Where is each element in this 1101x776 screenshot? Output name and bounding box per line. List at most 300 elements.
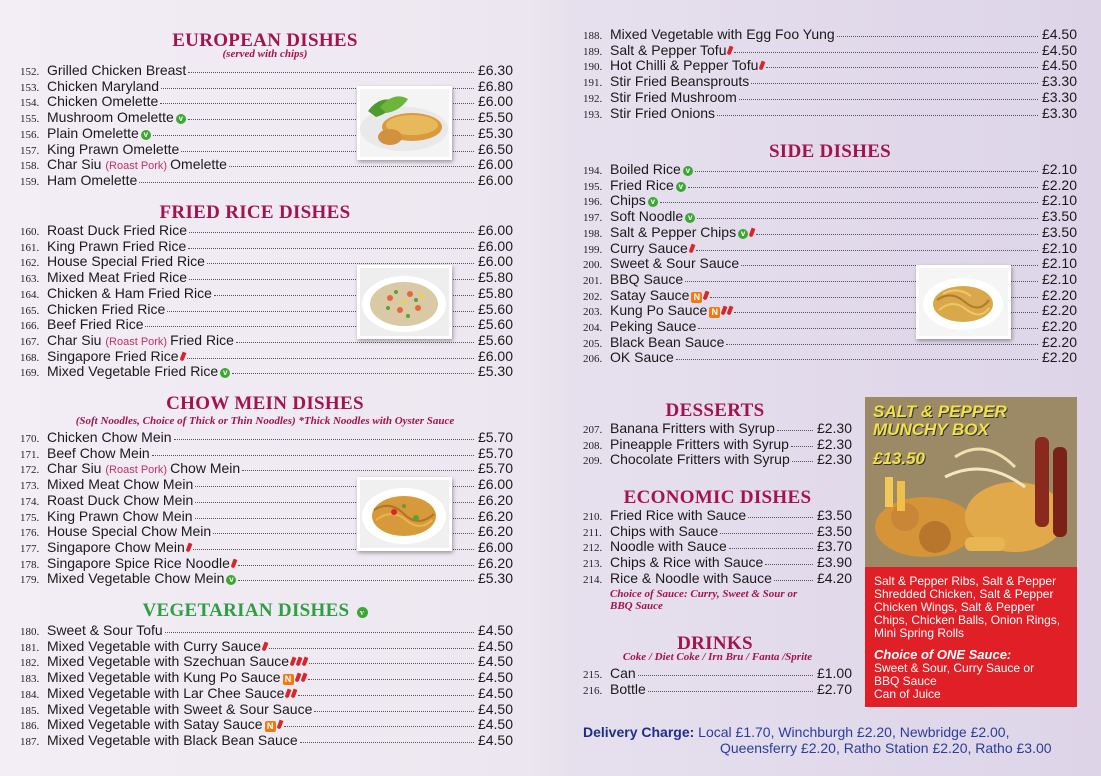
menu-item-row bbox=[20, 445, 513, 461]
munchy-box-promo bbox=[865, 397, 1077, 707]
menu-item-name bbox=[47, 125, 151, 141]
menu-item-price: £3.50 bbox=[1041, 223, 1077, 240]
leader-dots bbox=[717, 105, 1038, 116]
menu-item-price: £6.00 bbox=[477, 171, 513, 188]
menu-item-number: 192. bbox=[583, 92, 603, 105]
menu-item-name-text: Curry Sauce bbox=[610, 239, 688, 256]
menu-item-price: £4.50 bbox=[477, 622, 513, 638]
menu-item-price: £2.70 bbox=[816, 680, 852, 697]
menu-item-name bbox=[610, 208, 695, 224]
leader-dots bbox=[284, 716, 474, 727]
promo-title bbox=[873, 403, 1007, 439]
menu-item-row bbox=[583, 451, 852, 467]
menu-item-name bbox=[47, 716, 282, 732]
menu-item-row bbox=[20, 222, 513, 238]
leader-dots bbox=[766, 57, 1038, 68]
menu-item-name-text: Beef Chow Mein bbox=[47, 444, 150, 461]
menu-item-name bbox=[47, 301, 165, 317]
menu-item-price: £3.70 bbox=[816, 538, 852, 555]
menu-item-number: 183. bbox=[20, 673, 40, 686]
menu-item-number: 159. bbox=[20, 175, 40, 188]
menu-item-name-text: BBQ Sauce bbox=[610, 270, 684, 287]
menu-item-price: £6.20 bbox=[477, 491, 513, 508]
menu-item-price: £2.20 bbox=[1041, 286, 1077, 303]
menu-item-price: £6.00 bbox=[477, 222, 513, 238]
leader-dots bbox=[188, 62, 474, 73]
menu-item-price: £2.10 bbox=[1041, 239, 1077, 256]
menu-item-number: 172. bbox=[20, 464, 40, 477]
menu-item-price: £2.20 bbox=[1041, 349, 1077, 366]
menu-item-name-text: Pineapple Fritters with Syrup bbox=[610, 435, 789, 452]
heading-drinks: DRINKS bbox=[677, 633, 753, 654]
vegetarian-icon: v bbox=[357, 607, 368, 618]
menu-item-row bbox=[583, 224, 1077, 240]
delivery-line1: Local £1.70, Winchburgh £2.20, Newbridge £2.00, bbox=[698, 724, 1010, 740]
menu-item-row bbox=[583, 57, 1077, 73]
menu-item-number: 169. bbox=[20, 367, 40, 380]
menu-item-number: 163. bbox=[20, 273, 40, 286]
vegetarian-icon: v bbox=[683, 166, 693, 176]
menu-item-name bbox=[47, 685, 296, 701]
menu-item-number: 164. bbox=[20, 288, 40, 301]
fried-rice-photo bbox=[357, 265, 452, 339]
leader-dots bbox=[232, 363, 474, 374]
menu-item-row bbox=[583, 538, 852, 554]
nuts-icon: N bbox=[691, 292, 702, 303]
menu-item-row bbox=[583, 161, 1077, 177]
menu-item-price: £2.20 bbox=[1041, 176, 1077, 193]
leader-dots bbox=[792, 451, 813, 462]
nuts-icon: N bbox=[265, 721, 276, 732]
menu-item-name-text: Mixed Vegetable with Lar Chee Sauce bbox=[47, 684, 285, 701]
menu-item-row bbox=[20, 348, 513, 364]
menu-item-row bbox=[20, 238, 513, 254]
promo-choice-title: Choice of ONE Sauce: bbox=[874, 647, 1012, 662]
menu-item-name bbox=[610, 89, 737, 105]
heading-vegetarian bbox=[140, 600, 370, 622]
menu-item-name-text: Noodle with Sauce bbox=[610, 538, 727, 555]
menu-item-row bbox=[20, 732, 513, 748]
menu-item-number: 160. bbox=[20, 226, 40, 238]
menu-item-name bbox=[610, 570, 772, 586]
leader-dots bbox=[238, 555, 474, 566]
menu-item-name-text: Mixed Vegetable with Kung Po Sauce bbox=[47, 669, 281, 686]
vegetarian-icon: v bbox=[685, 213, 695, 223]
menu-item-name bbox=[47, 141, 179, 157]
menu-item-name-text: Hot Chilli & Pepper Tofu bbox=[610, 57, 759, 74]
vegetarian-icon: v bbox=[738, 229, 748, 239]
vegetarian-title: VEGETARIAN DISHES bbox=[142, 600, 350, 621]
heading-desserts: DESSERTS bbox=[665, 400, 765, 421]
menu-item-number: 182. bbox=[20, 657, 40, 670]
menu-item-number: 205. bbox=[583, 337, 603, 350]
menu-item-price: £2.30 bbox=[816, 451, 852, 468]
menu-item-name bbox=[610, 554, 763, 570]
menu-item-number: 170. bbox=[20, 433, 40, 445]
menu-item-price: £6.20 bbox=[477, 507, 513, 524]
leader-dots bbox=[300, 732, 474, 743]
menu-item-row bbox=[20, 570, 513, 586]
leader-dots bbox=[720, 523, 813, 534]
menu-item-row bbox=[583, 554, 852, 570]
menu-item-number: 213. bbox=[583, 558, 603, 571]
menu-item-name-text: Salt & Pepper Chips bbox=[610, 223, 737, 240]
menu-item-name bbox=[610, 177, 686, 193]
leader-dots bbox=[174, 429, 474, 440]
menu-item-row bbox=[583, 240, 1077, 256]
promo-contents: Salt & Pepper Ribs, Salt & Pepper Shredded Chicken, Salt & Pepper Chicken Wings, Salt & Pepper Chips, Chicken Balls, Onion Rings, Mini Spring Rolls bbox=[874, 574, 1061, 640]
leader-dots bbox=[189, 222, 474, 233]
economic-sauce-note: Choice of Sauce: Curry, Sweet & Sour or BBQ Sauce bbox=[610, 588, 798, 612]
menu-item-name-text: Stir Fried Beansprouts bbox=[610, 73, 750, 90]
leader-dots bbox=[309, 653, 474, 664]
subtitle-drinks: Coke / Diet Coke / Irn Bru / Fanta /Sprite bbox=[622, 651, 813, 663]
menu-item-name-text: Fried Rice bbox=[610, 176, 674, 193]
leader-dots bbox=[765, 554, 813, 565]
menu-item-row bbox=[20, 716, 513, 732]
leader-dots bbox=[751, 73, 1038, 84]
leader-dots bbox=[165, 622, 474, 633]
menu-item-name-text: Chicken Omelette bbox=[47, 93, 159, 110]
menu-item-price: £4.50 bbox=[1041, 41, 1077, 58]
menu-item-name-text: Ham Omelette bbox=[47, 171, 138, 188]
menu-item-row bbox=[583, 26, 1077, 42]
menu-item-name bbox=[47, 669, 306, 685]
menu-item-number: 178. bbox=[20, 558, 40, 571]
menu-item-name-text: Mixed Vegetable with Szechuan Sauce bbox=[47, 653, 290, 670]
menu-item-price: £3.30 bbox=[1041, 88, 1077, 105]
menu-item-row bbox=[20, 685, 513, 701]
chow-mein-photo bbox=[357, 477, 452, 551]
menu-item-row bbox=[583, 681, 852, 697]
leader-dots bbox=[697, 208, 1038, 219]
menu-item-name-suffix: Omelette bbox=[170, 156, 227, 173]
menu-item-name-text: Grilled Chicken Breast bbox=[47, 62, 187, 78]
vegetarian-icon: v bbox=[220, 368, 230, 378]
menu-item-name-text: Singapore Chow Mein bbox=[47, 538, 185, 555]
menu-item-number: 200. bbox=[583, 259, 603, 272]
menu-item-price: £6.20 bbox=[477, 523, 513, 540]
menu-item-price: £4.50 bbox=[477, 669, 513, 686]
heading-economic: ECONOMIC DISHES bbox=[623, 487, 812, 508]
menu-item-name bbox=[47, 445, 150, 461]
menu-item-price: £2.10 bbox=[1041, 255, 1077, 272]
menu-item-name bbox=[47, 429, 172, 445]
menu-item-number: 199. bbox=[583, 243, 603, 256]
leader-dots bbox=[314, 701, 474, 712]
menu-item-name-text: Roast Duck Fried Rice bbox=[47, 222, 188, 238]
subtitle-chow-mein: (Soft Noodles, Choice of Thick or Thin Noodles) *Thick Noodles with Oyster Sauce bbox=[75, 415, 455, 427]
menu-item-name bbox=[47, 622, 163, 638]
vegetarian-icon: v bbox=[141, 130, 151, 140]
delivery-charge bbox=[583, 724, 1052, 756]
chilli-icon bbox=[262, 641, 269, 651]
menu-item-name bbox=[47, 348, 185, 364]
menu-item-name bbox=[610, 224, 754, 240]
chilli-icon bbox=[276, 720, 283, 730]
leader-dots bbox=[242, 460, 474, 471]
menu-item-name bbox=[47, 476, 193, 492]
menu-item-name-text: House Special Chow Mein bbox=[47, 523, 212, 540]
menu-item-row bbox=[20, 638, 513, 654]
menu-item-name-text: Banana Fritters with Syrup bbox=[610, 420, 775, 436]
leader-dots bbox=[739, 89, 1038, 100]
menu-item-name bbox=[610, 436, 789, 452]
menu-item-price: £6.50 bbox=[477, 140, 513, 157]
menu-item-number: 202. bbox=[583, 290, 603, 303]
leader-dots bbox=[774, 570, 813, 581]
menu-item-number: 201. bbox=[583, 274, 603, 287]
menu-item-name-text: Satay Sauce bbox=[610, 286, 690, 303]
menu-item-name bbox=[610, 161, 693, 177]
menu-item-number: 173. bbox=[20, 480, 40, 493]
menu-item-name bbox=[610, 192, 658, 208]
leader-dots bbox=[638, 665, 813, 676]
menu-item-number: 215. bbox=[583, 669, 603, 681]
leader-dots bbox=[791, 436, 813, 447]
menu-item-number: 198. bbox=[583, 227, 603, 240]
noodle-side-photo bbox=[916, 265, 1011, 339]
menu-item-name bbox=[47, 253, 205, 269]
menu-item-row bbox=[583, 192, 1077, 208]
vegetarian-icon: v bbox=[226, 575, 236, 585]
menu-item-name bbox=[47, 701, 312, 717]
menu-item-number: 187. bbox=[20, 735, 40, 748]
menu-item-name-text: Roast Duck Chow Mein bbox=[47, 491, 194, 508]
promo-title-line2: MUNCHY BOX bbox=[873, 420, 989, 439]
menu-item-name-text: Chicken Fried Rice bbox=[47, 300, 166, 317]
menu-item-price: £2.10 bbox=[1041, 192, 1077, 209]
menu-item-price: £6.80 bbox=[477, 77, 513, 94]
menu-item-row bbox=[20, 62, 513, 78]
menu-item-row bbox=[20, 363, 513, 379]
menu-item-name bbox=[610, 26, 835, 42]
chilli-icon bbox=[759, 61, 766, 71]
menu-item-number: 153. bbox=[20, 81, 40, 94]
menu-item-name bbox=[47, 539, 191, 555]
menu-item-price: £2.10 bbox=[1041, 270, 1077, 287]
menu-item-name bbox=[47, 363, 230, 379]
menu-item-name-text: Char Siu bbox=[47, 156, 102, 173]
menu-item-name-text: Salt & Pepper Tofu bbox=[610, 41, 727, 58]
menu-item-price: £3.30 bbox=[1041, 104, 1077, 121]
menu-item-name-text: Kung Po Sauce bbox=[610, 302, 708, 319]
menu-item-name-text: Beef Fried Rice bbox=[47, 316, 144, 333]
menu-item-number: 161. bbox=[20, 241, 40, 254]
menu-item-name bbox=[47, 492, 193, 508]
menu-item-price: £4.50 bbox=[1041, 26, 1077, 42]
menu-item-name bbox=[47, 508, 193, 524]
menu-item-price: £5.30 bbox=[477, 124, 513, 141]
menu-item-name-text: Peking Sauce bbox=[610, 318, 697, 334]
menu-item-name-text: Chips with Sauce bbox=[610, 522, 719, 539]
vegetarian-icon: v bbox=[676, 182, 686, 192]
menu-item-row bbox=[20, 669, 513, 685]
menu-item-number: 174. bbox=[20, 495, 40, 508]
chilli-icon bbox=[703, 290, 710, 300]
menu-item-price: £3.90 bbox=[816, 554, 852, 571]
chilli-icon bbox=[749, 227, 756, 237]
menu-item-price: £5.60 bbox=[477, 300, 513, 317]
menu-item-number: 212. bbox=[583, 542, 603, 555]
menu-item-row bbox=[583, 507, 852, 523]
menu-item-row bbox=[583, 89, 1077, 105]
menu-item-name bbox=[610, 105, 715, 121]
menu-item-name-text: Chips & Rice with Sauce bbox=[610, 554, 764, 571]
menu-item-row bbox=[583, 105, 1077, 121]
menu-item-number: 179. bbox=[20, 574, 40, 587]
menu-item-price: £4.50 bbox=[477, 731, 513, 748]
menu-item-name bbox=[610, 538, 727, 554]
menu-item-name bbox=[47, 570, 236, 586]
menu-item-price: £2.20 bbox=[1041, 333, 1077, 350]
menu-item-number: 185. bbox=[20, 704, 40, 717]
heading-european: EUROPEAN DISHES bbox=[172, 30, 358, 51]
menu-item-price: £4.50 bbox=[477, 716, 513, 733]
menu-item-name-text: Singapore Fried Rice bbox=[47, 347, 179, 364]
promo-choice-line2: BBQ Sauce bbox=[874, 674, 937, 688]
menu-item-note: (Roast Pork) bbox=[105, 160, 171, 173]
menu-item-number: 196. bbox=[583, 196, 603, 209]
menu-item-name bbox=[610, 334, 724, 350]
menu-item-row bbox=[20, 460, 513, 476]
menu-item-name bbox=[47, 523, 211, 539]
chicken-dish-photo bbox=[357, 86, 452, 160]
menu-item-number: 203. bbox=[583, 306, 603, 319]
delivery-line2: Queensferry £2.20, Ratho Station £2.20, Ratho £3.00 bbox=[720, 740, 1052, 756]
vegetarian-icon: v bbox=[176, 114, 186, 124]
leader-dots bbox=[696, 240, 1038, 251]
menu-item-note: (Roast Pork) bbox=[105, 464, 171, 477]
menu-item-name bbox=[610, 420, 775, 436]
menu-item-name-text: King Prawn Omelette bbox=[47, 140, 180, 157]
menu-item-number: 167. bbox=[20, 335, 40, 348]
menu-item-name bbox=[47, 653, 307, 669]
menu-item-price: £4.50 bbox=[477, 653, 513, 670]
menu-item-price: £5.60 bbox=[477, 331, 513, 348]
chilli-icon bbox=[727, 45, 734, 55]
menu-item-row bbox=[583, 349, 1077, 365]
menu-item-price: £5.30 bbox=[477, 363, 513, 380]
menu-item-number: 176. bbox=[20, 527, 40, 540]
menu-item-name-text: Singapore Spice Rice Noodle bbox=[47, 554, 230, 571]
heading-side: SIDE DISHES bbox=[768, 141, 892, 162]
menu-item-number: 214. bbox=[583, 573, 603, 586]
menu-item-name-text: Can bbox=[610, 665, 636, 681]
delivery-label: Delivery Charge: bbox=[583, 724, 695, 740]
leader-dots bbox=[152, 445, 474, 456]
menu-item-row bbox=[583, 523, 852, 539]
menu-item-row bbox=[583, 73, 1077, 89]
menu-item-name-suffix: Chow Mein bbox=[170, 460, 241, 477]
menu-item-number: 156. bbox=[20, 128, 40, 141]
leader-dots bbox=[207, 253, 474, 264]
menu-item-name-text: Black Bean Sauce bbox=[610, 333, 725, 350]
leader-dots bbox=[648, 681, 813, 692]
menu-item-name bbox=[47, 109, 186, 125]
chilli-icon bbox=[230, 558, 237, 568]
menu-item-name-text: Mushroom Omelette bbox=[47, 109, 174, 126]
leader-dots bbox=[676, 349, 1038, 360]
menu-item-row bbox=[20, 622, 513, 638]
menu-item-name bbox=[47, 555, 236, 571]
menu-item-price: £3.50 bbox=[816, 507, 852, 523]
menu-item-name-text: Char Siu bbox=[47, 331, 102, 348]
menu-item-price: £5.80 bbox=[477, 269, 513, 286]
menu-item-name-text: Chips bbox=[610, 192, 646, 209]
menu-item-name bbox=[610, 255, 739, 271]
leader-dots bbox=[688, 177, 1038, 188]
menu-item-name bbox=[610, 349, 674, 365]
menu-item-number: 186. bbox=[20, 720, 40, 733]
leader-dots bbox=[734, 42, 1037, 53]
leader-dots bbox=[695, 161, 1038, 172]
menu-item-number: 191. bbox=[583, 77, 603, 90]
menu-item-price: £6.00 bbox=[477, 253, 513, 270]
nuts-icon: N bbox=[709, 307, 720, 318]
leader-dots bbox=[756, 224, 1038, 235]
menu-item-number: 190. bbox=[583, 61, 603, 74]
menu-item-name-text: Stir Fried Onions bbox=[610, 104, 716, 121]
leader-dots bbox=[660, 192, 1038, 203]
menu-item-name-text: Mixed Vegetable with Sweet & Sour Sauce bbox=[47, 700, 313, 717]
menu-item-name bbox=[47, 238, 186, 254]
menu-item-number: 154. bbox=[20, 97, 40, 110]
menu-item-name-text: Boiled Rice bbox=[610, 161, 681, 177]
menu-item-name-text: Sweet & Sour Sauce bbox=[610, 255, 740, 272]
leader-dots bbox=[837, 26, 1038, 37]
menu-item-price: £3.50 bbox=[1041, 208, 1077, 225]
menu-item-name-suffix: Fried Rice bbox=[170, 331, 234, 348]
menu-item-number: 195. bbox=[583, 180, 603, 193]
menu-item-row bbox=[583, 177, 1077, 193]
leader-dots bbox=[298, 685, 474, 696]
menu-item-name bbox=[47, 316, 143, 332]
menu-item-price: £5.80 bbox=[477, 284, 513, 301]
menu-item-number: 184. bbox=[20, 688, 40, 701]
menu-item-name-text: Chicken & Ham Fried Rice bbox=[47, 284, 212, 301]
menu-item-row bbox=[20, 172, 513, 188]
chilli-icon bbox=[291, 688, 298, 698]
menu-item-number: 162. bbox=[20, 257, 40, 270]
menu-item-price: £5.50 bbox=[477, 109, 513, 126]
menu-item-number: 152. bbox=[20, 66, 40, 78]
menu-item-name bbox=[610, 271, 683, 287]
subtitle-european: (served with chips) bbox=[222, 48, 308, 60]
promo-title-line1: SALT & PEPPER bbox=[873, 402, 1007, 421]
menu-item-number: 207. bbox=[583, 424, 603, 436]
menu-item-name-text: Sweet & Sour Tofu bbox=[47, 622, 163, 638]
menu-item-price: £6.30 bbox=[477, 62, 513, 78]
menu-item-price: £4.50 bbox=[477, 637, 513, 654]
menu-item-price: £5.70 bbox=[477, 460, 513, 477]
menu-item-number: 210. bbox=[583, 511, 603, 523]
menu-item-number: 211. bbox=[583, 526, 602, 539]
menu-item-price: £2.30 bbox=[816, 420, 852, 436]
leader-dots bbox=[188, 238, 474, 249]
menu-item-price: £5.30 bbox=[477, 570, 513, 587]
menu-item-price: £6.00 bbox=[477, 156, 513, 173]
promo-choice-line3: Can of Juice bbox=[874, 687, 941, 701]
menu-item-name bbox=[47, 269, 187, 285]
menu-item-number: 168. bbox=[20, 351, 40, 364]
menu-item-price: £6.20 bbox=[477, 554, 513, 571]
menu-item-price: £3.30 bbox=[1041, 73, 1077, 90]
menu-item-price: £6.00 bbox=[477, 538, 513, 555]
menu-item-number: 216. bbox=[583, 684, 603, 697]
menu-item-name bbox=[610, 302, 732, 318]
menu-item-price: £5.60 bbox=[477, 316, 513, 333]
